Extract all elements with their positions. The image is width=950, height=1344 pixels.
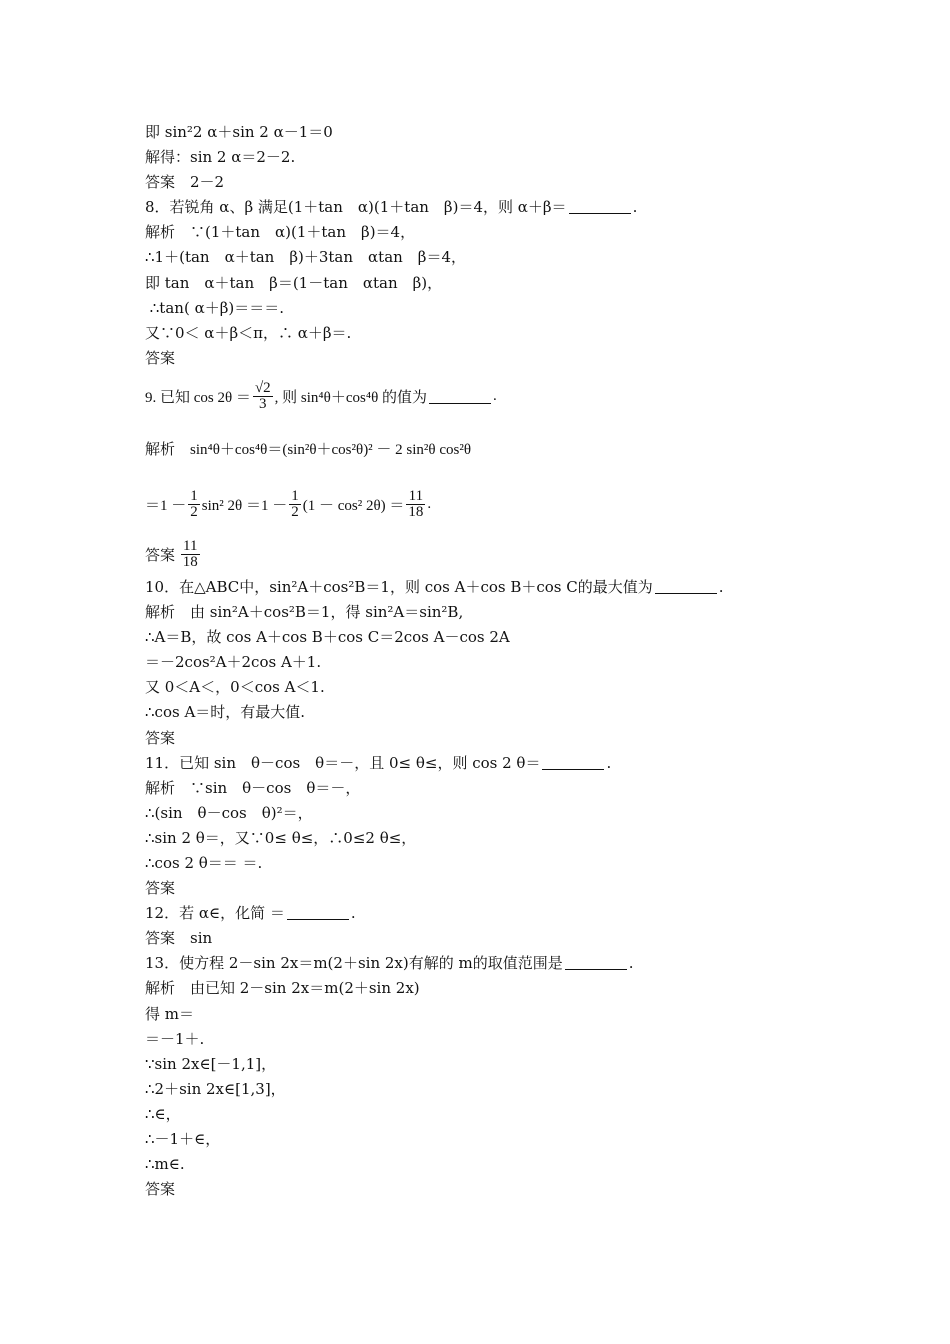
text-line: ∴1＋(tan α＋tan β)＋3tan αtan β＝4， — [145, 248, 467, 267]
answer-line: 答案 $\frac{11}{18}$ — [145, 538, 198, 571]
text-line: 解析 由已知 2－sin 2x＝m(2＋sin 2x) — [145, 979, 420, 998]
text-line: ∴－1＋∈， — [145, 1130, 221, 1148]
answer-blank — [287, 905, 349, 920]
text-line: 解析 由 sin²A＋cos²B＝1，得 sin²A＝sin²B, — [145, 603, 464, 622]
fraction: $\frac{1}{2}$ — [291, 488, 299, 521]
answer-blank — [565, 955, 627, 970]
text-line: ∴(sin θ－cos θ)²＝， — [145, 803, 313, 822]
answer-line: 答案 2－2 — [145, 173, 225, 192]
document-page — [145, 120, 845, 1202]
fraction: $\frac{11}{18}$ — [182, 538, 198, 571]
text-line: 解析 ∵sin θ－cos θ＝－， — [145, 778, 361, 797]
question-9-solution-line-2: ＝1 － $\frac{1}{2}$ sin² 2θ ＝1 － $\frac{1}{2}$ (1 － cos² 2θ) ＝ $\frac{11}{18}$ . — [145, 488, 432, 521]
answer-line: 答案 — [145, 728, 176, 747]
text-line: ＝－2cos²A＋2cos A＋1. — [145, 653, 322, 672]
question-13: 13．使方程 2－sin 2x＝m(2＋sin 2x)有解的 m的取值范围是 . — [145, 954, 634, 973]
text-line: ∴m∈. — [145, 1155, 185, 1174]
fraction: $\frac{1}{2}$ — [190, 488, 198, 521]
answer-blank — [655, 579, 717, 594]
fraction: $\frac{11}{18}$ — [408, 488, 424, 521]
text-line: ∴tan( α＋β)＝＝＝. — [145, 298, 284, 317]
text-line: ∴2＋sin 2x∈[1,3]， — [145, 1079, 286, 1098]
text-line: 又∵0＜ α＋β＜π，∴ α＋β＝. — [145, 323, 352, 342]
text-line: ∴sin 2 θ＝，又∵0≤ θ≤，∴0≤2 θ≤， — [145, 828, 417, 847]
text-line: ∴A＝B，故 cos A＋cos B＋cos C＝2cos A－cos 2A — [145, 628, 510, 647]
fraction: $\frac{√2}{3}$ — [254, 380, 271, 413]
text-line: ∴∈， — [145, 1104, 181, 1123]
text-line: ＝－1＋. — [145, 1029, 205, 1048]
text-line: 又 0＜A＜，0＜cos A＜1. — [145, 678, 325, 697]
answer-line: 答案 — [145, 348, 176, 367]
answer-line: 答案 — [145, 1180, 176, 1199]
question-11: 11．已知 sin θ－cos θ＝－，且 0≤ θ≤，则 cos 2 θ＝ . — [145, 753, 612, 772]
question-8-text: 8．若锐角 α、β 满足(1＋tan α)(1＋tan β)＝4，则 α＋β＝ — [145, 198, 567, 217]
answer-line: 答案 — [145, 879, 176, 898]
question-12: 12．若 α∈，化简 ＝ . — [145, 904, 356, 923]
text-line: 即 tan α＋tan β＝(1－tan αtan β)， — [145, 273, 443, 292]
answer-blank — [429, 389, 491, 404]
question-10: 10．在△ABC中，sin²A＋cos²B＝1，则 cos A＋cos B＋cos C的最大值为 . — [145, 577, 724, 596]
question-9: 9. 已知 cos 2θ ＝ $\frac{√2}{3}$ , 则 sin⁴θ＋cos⁴θ 的值为 . — [145, 380, 497, 413]
text-line: 解析 ∵(1＋tan α)(1＋tan β)＝4， — [145, 223, 416, 242]
text-line: ∴cos A＝时，有最大值. — [145, 703, 306, 722]
answer-blank — [569, 199, 631, 214]
text-line: 解得：sin 2 α＝2－2. — [145, 148, 296, 167]
answer-blank — [542, 755, 604, 770]
text-line: ∵sin 2x∈[－1,1]， — [145, 1054, 277, 1073]
question-9-solution-line-1: 解析 sin⁴θ＋cos⁴θ＝(sin²θ＋cos²θ)² － 2 sin²θ cos²θ — [145, 442, 472, 459]
answer-line: 答案 sin — [145, 929, 213, 948]
text-line: 得 m＝ — [145, 1004, 194, 1023]
text-line: 即 sin²2 α＋sin 2 α－1＝0 — [145, 123, 333, 141]
text-line: ∴cos 2 θ＝＝ ＝. — [145, 853, 263, 872]
question-8: 8．若锐角 α、β 满足(1＋tan α)(1＋tan β)＝4，则 α＋β＝ . — [145, 198, 638, 217]
